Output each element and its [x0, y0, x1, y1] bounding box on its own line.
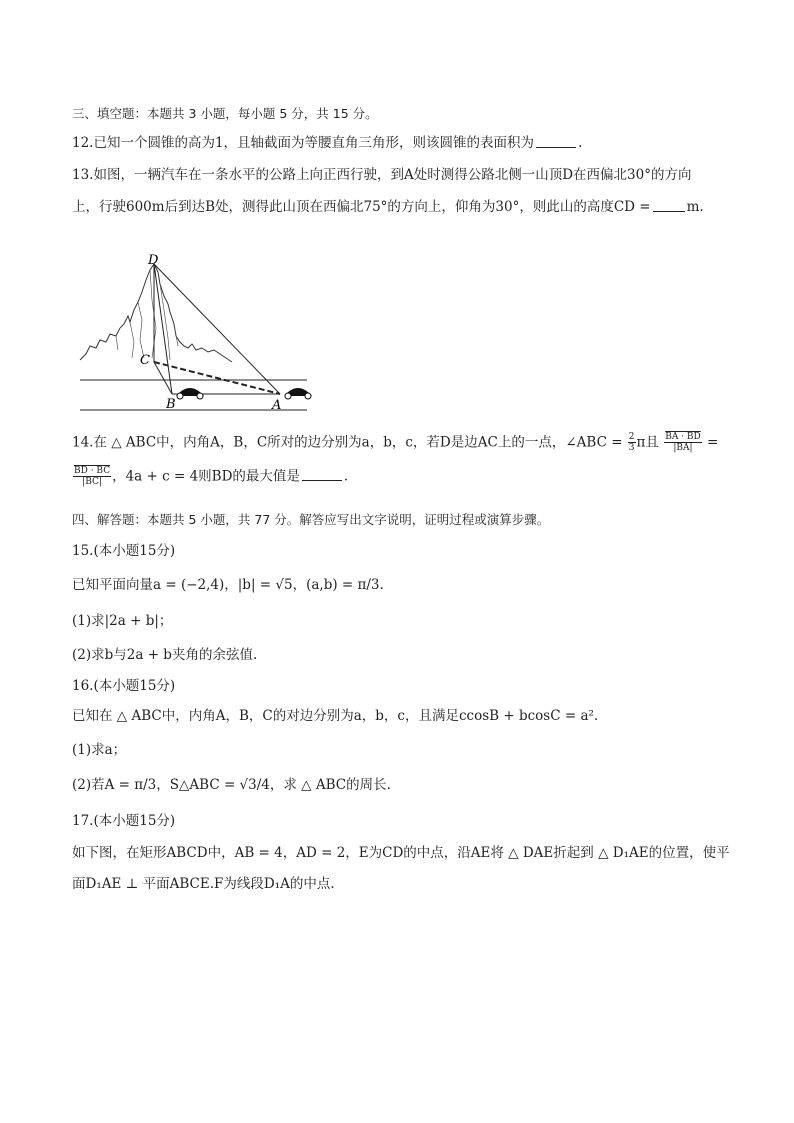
label-D: D [148, 253, 159, 268]
line-DA [154, 264, 280, 394]
fraction-bd-bc: $\frac{BD \cdot BC}{|BC|}$ [74, 466, 111, 488]
question-16-head: 16.(本小题15分) [72, 678, 176, 694]
label-B: B [166, 397, 176, 412]
question-16-part-1: (1)求a； [72, 742, 127, 758]
q12-text: 12.已知一个圆锥的高为1，且轴截面为等腰直角三角形，则该圆锥的表面积为 [72, 135, 535, 151]
fraction-2-3: $\frac{2}{3}$ [628, 432, 635, 454]
mountain-shading [116, 270, 178, 360]
question-14-line-2: $\frac{BD \cdot BC}{|BC|}$ ，4a + c = 4则BD的最大值是 . [74, 466, 349, 488]
section-3-title: 三、填空题：本题共 3 小题，每小题 5 分，共 15 分。 [72, 106, 378, 121]
question-16-part-2: (2)若A = π/3，S△ABC = √3/4，求 △ ABC的周长. [72, 777, 391, 793]
question-12: 12.已知一个圆锥的高为1，且轴截面为等腰直角三角形，则该圆锥的表面积为 . [72, 135, 583, 151]
label-A: A [272, 398, 282, 413]
question-13-line-1: 13.如图，一辆汽车在一条水平的公路上向正西行驶，到A处时测得公路北侧一山顶D在西偏北30°的方向 [72, 167, 692, 183]
answer-blank [653, 198, 685, 212]
question-17-head: 17.(本小题15分) [72, 813, 176, 829]
question-15-stem: 已知平面向量a = (−2,4)，|b| = √5，(a,b) = π/3. [72, 577, 384, 593]
question-15-part-2: (2)求b与2a + b夹角的余弦值. [72, 647, 258, 663]
question-16-stem: 已知在 △ ABC中，内角A，B，C的对边分别为a，b，c，且满足ccosB + bcosC = a². [72, 708, 599, 724]
question-15-part-1: (1)求|2a + b|； [72, 613, 173, 629]
section-4-title: 四、解答题：本题共 5 小题，共 77 分。解答应写出文字说明，证明过程或演算步骤。 [72, 512, 550, 527]
car-icon [176, 388, 204, 399]
question-13-line-2: 上，行驶600m后到达B处，测得此山顶在西偏北75°的方向上，仰角为30°，则此山的高度CD = m. [72, 199, 704, 215]
question-17-line-2: 面D₁AE ⊥ 平面ABCE.F为线段D₁A的中点. [72, 876, 335, 892]
line-CA-dashed [154, 362, 280, 394]
mountain-figure [72, 250, 322, 415]
answer-blank [536, 134, 576, 148]
question-15-head: 15.(本小题15分) [72, 543, 176, 559]
fraction-ba-bd: $\frac{BA \cdot BD}{|BA|}$ [665, 432, 701, 454]
answer-blank [302, 467, 342, 481]
question-14-line-1: 14.在 △ ABC中，内角A，B，C所对的边分别为a，b，c，若D是边AC上的一点，∠ABC = $\frac{2}{3}$ π且 $\frac{BA \cdot BD}{|BA|}$ = [72, 432, 719, 454]
label-C: C [140, 353, 150, 368]
question-17-line-1: 如下图，在矩形ABCD中，AB = 4，AD = 2，E为CD的中点，沿AE将 △ DAE折起到 △ D₁AE的位置，使平 [72, 845, 730, 861]
line-DB [154, 264, 172, 394]
car-icon [284, 388, 312, 399]
